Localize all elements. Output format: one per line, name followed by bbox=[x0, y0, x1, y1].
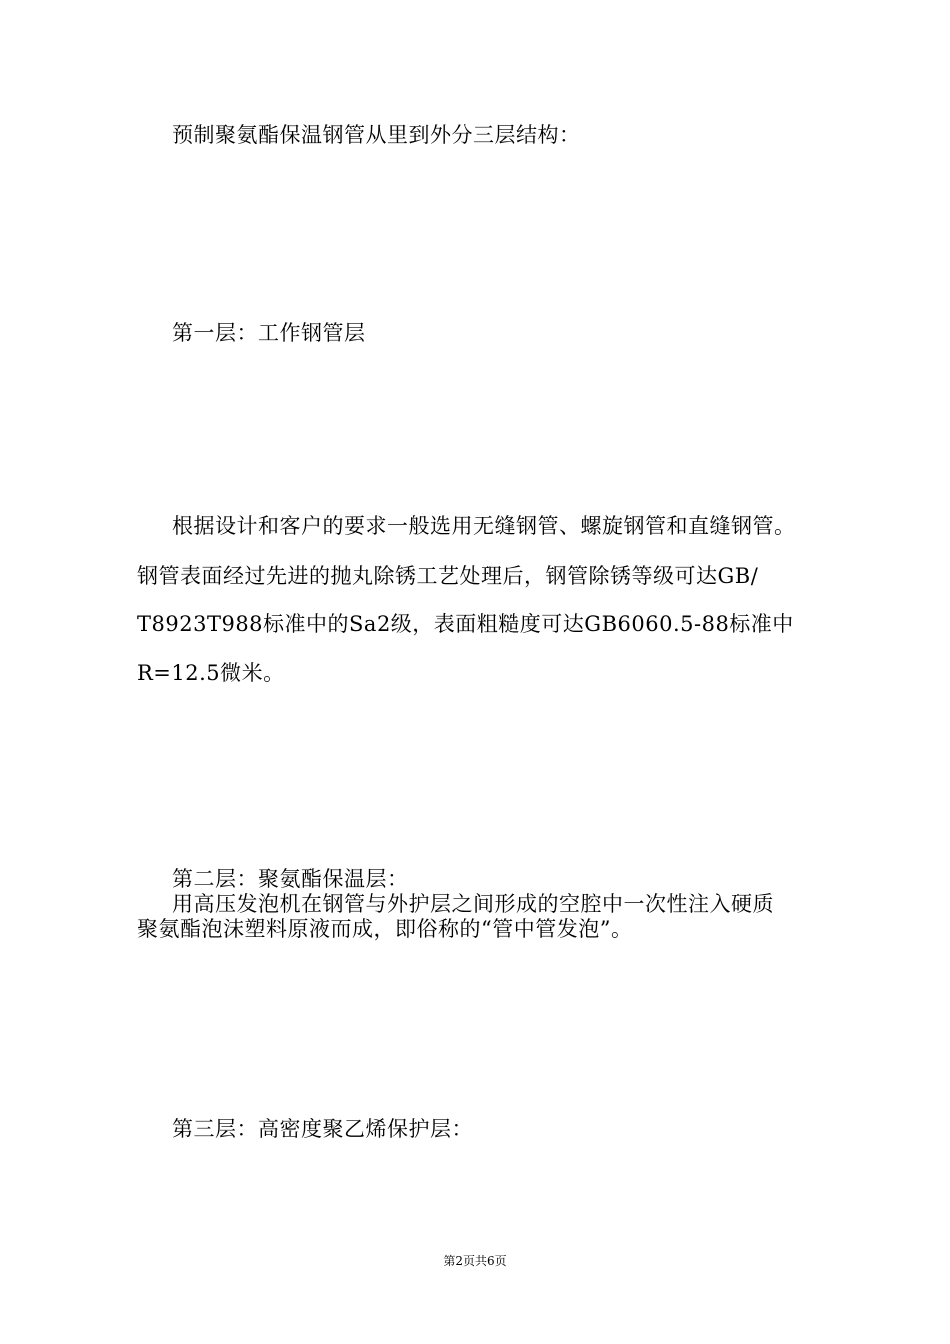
layer1-text-line-3: T8923T988标准中的Sa2级，表面粗糙度可达GB6060.5-88标准中 bbox=[137, 612, 794, 636]
layer1-text-line-4: R=12.5微米。 bbox=[137, 661, 285, 685]
page-number-footer: 第2页共6页 bbox=[443, 1254, 507, 1268]
layer1-text-line-2: 钢管表面经过先进的抛丸除锈工艺处理后，钢管除锈等级可达GB/ bbox=[137, 564, 759, 588]
layer1-text-line-1: 根据设计和客户的要求一般选用无缝钢管、螺旋钢管和直缝钢管。 bbox=[172, 514, 796, 538]
layer2-text-line-1: 用高压发泡机在钢管与外护层之间形成的空腔中一次性注入硬质 bbox=[172, 892, 774, 916]
layer2-heading: 第二层：聚氨酯保温层： bbox=[172, 867, 409, 891]
layer2-text-line-2: 聚氨酯泡沫塑料原液而成，即俗称的“管中管发泡”。 bbox=[137, 917, 633, 941]
intro-paragraph: 预制聚氨酯保温钢管从里到外分三层结构： bbox=[172, 123, 581, 147]
layer3-heading: 第三层：高密度聚乙烯保护层： bbox=[172, 1117, 473, 1141]
layer1-heading: 第一层：工作钢管层 bbox=[172, 321, 366, 345]
